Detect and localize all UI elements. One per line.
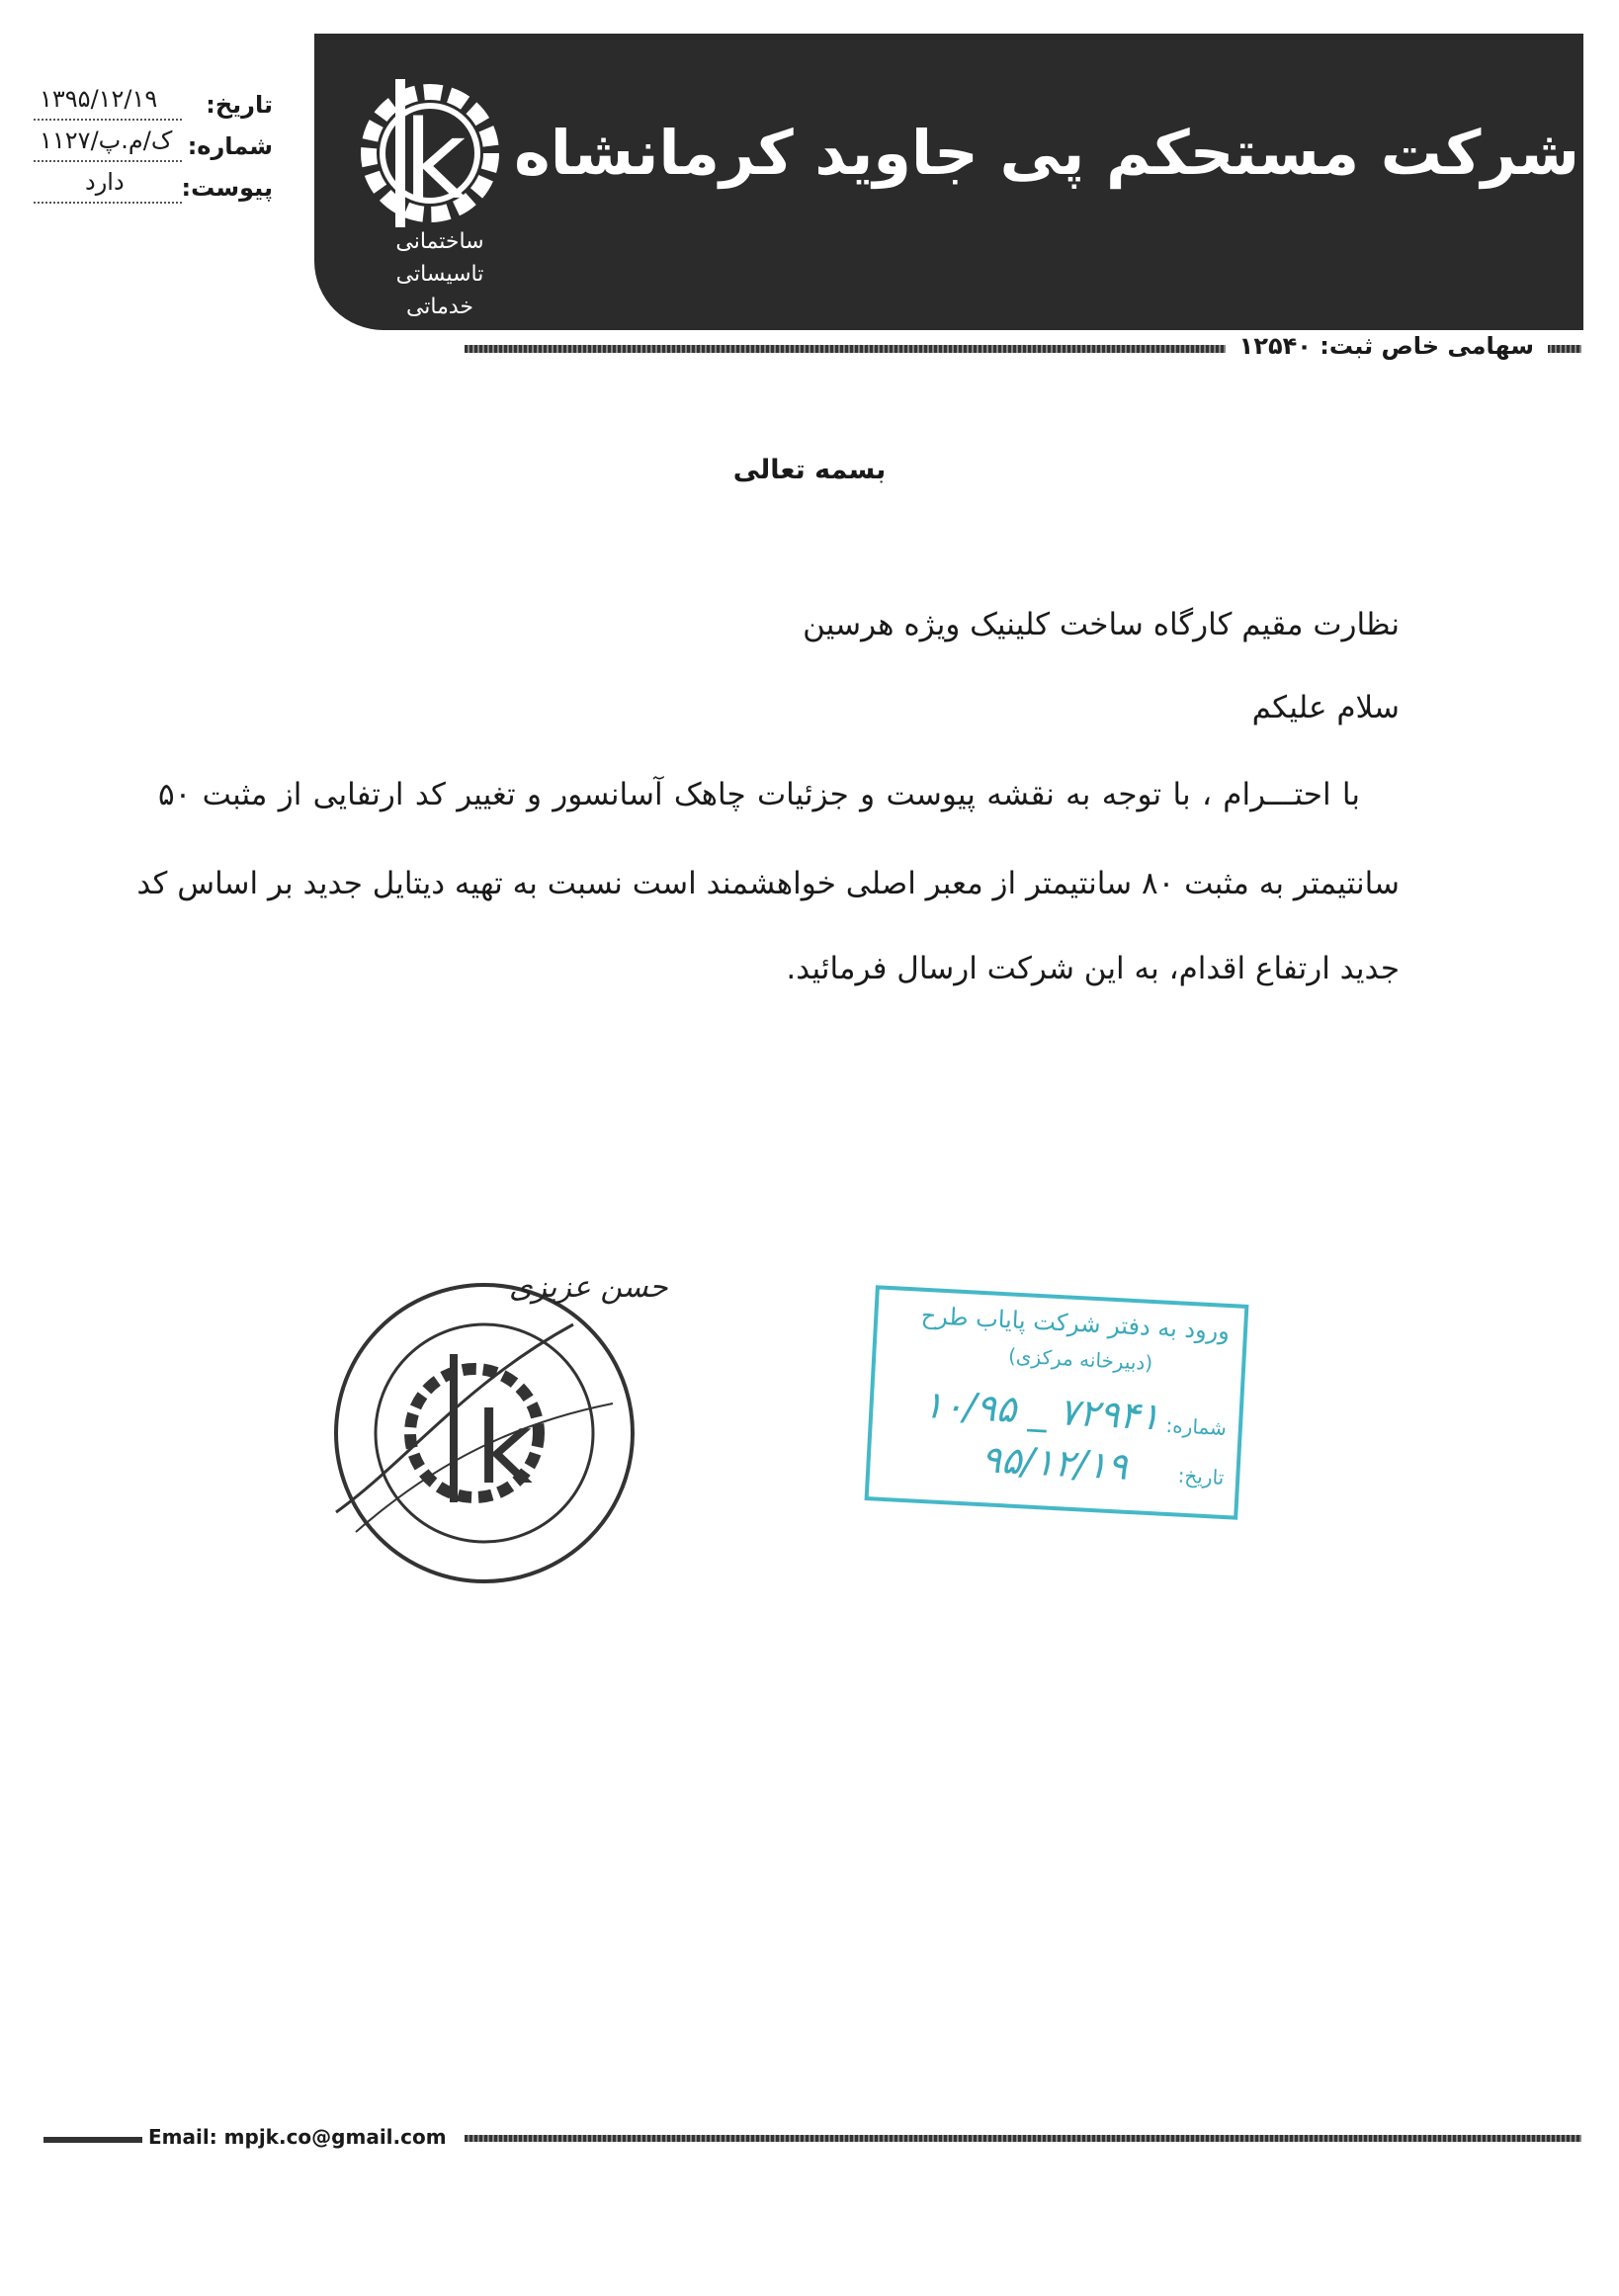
attachment-value: دارد — [85, 168, 125, 196]
stamp-date-value: ۹۵/۱۲/۱۹ — [980, 1437, 1129, 1488]
company-logo-icon — [336, 59, 524, 247]
logo-caption — [376, 225, 504, 323]
signer-name: حسن عزیزی — [509, 1270, 668, 1305]
body-line-2: سانتیمتر به مثبت ۸۰ سانتیمتر از معبر اصلی خواهشمند است نسبت به تهیه دیتایل جدید بر اساس کد — [136, 866, 1400, 901]
company-seal-icon — [316, 1265, 652, 1601]
stamp-number-value: ۱۰/۹۵ _ ۷۲۹۴۱ — [921, 1382, 1161, 1439]
date-label: تاریخ: — [206, 91, 273, 119]
logo-letter: k — [403, 97, 467, 223]
meta-number-row — [26, 127, 273, 174]
stamp-date-label: تاریخ: — [1177, 1463, 1225, 1489]
svg-text:k: k — [475, 1391, 533, 1506]
company-name: شرکت مستحکم پی جاوید کرمانشاه — [514, 117, 1579, 189]
recipient-line: نظارت مقیم کارگاه ساخت کلینیک ویژه هرسین — [803, 607, 1400, 642]
attachment-dotted-line — [34, 202, 182, 204]
invocation: بسمه تعالی — [732, 455, 887, 485]
greeting: سلام علیکم — [1251, 690, 1400, 725]
registration-number: سهامی خاص ثبت: ۱۲۵۴۰ — [1226, 332, 1548, 360]
footer-email: Email: mpjk.co@gmail.com — [148, 2125, 447, 2149]
stamp-number-label: شماره: — [1165, 1412, 1228, 1441]
logo-word-2: تاسیساتی — [395, 262, 484, 287]
footer-divider-left — [43, 2137, 142, 2143]
logo-word-1: ساختمانی — [395, 229, 484, 254]
footer-divider-right — [465, 2135, 1581, 2142]
logo-word-3: خدماتی — [405, 295, 474, 319]
meta-attachment-row — [26, 168, 273, 215]
number-dotted-line — [34, 160, 182, 162]
stamp-subtitle: (دبیرخانه مرکزی) — [1007, 1343, 1153, 1376]
number-value: ۱۱۲۷/ک/م.پ — [40, 127, 173, 154]
date-dotted-line — [34, 119, 182, 121]
attachment-label: پیوست: — [181, 174, 273, 202]
number-label: شماره: — [187, 132, 273, 160]
letter-meta — [26, 85, 273, 215]
body-line-1: با احتـــرام ، با توجه به نقشه پیوست و جزئیات چاهک آسانسور و تغییر کد ارتفایی از مثبت ۵۰ — [158, 777, 1360, 812]
body-line-3: جدید ارتفاع اقدام، به این شرکت ارسال فرمائید. — [786, 951, 1400, 986]
date-value: ۱۳۹۵/۱۲/۱۹ — [40, 85, 158, 113]
stamp-title: ورود به دفتر شرکت پایاب طرح — [920, 1301, 1231, 1346]
received-stamp — [865, 1285, 1249, 1519]
